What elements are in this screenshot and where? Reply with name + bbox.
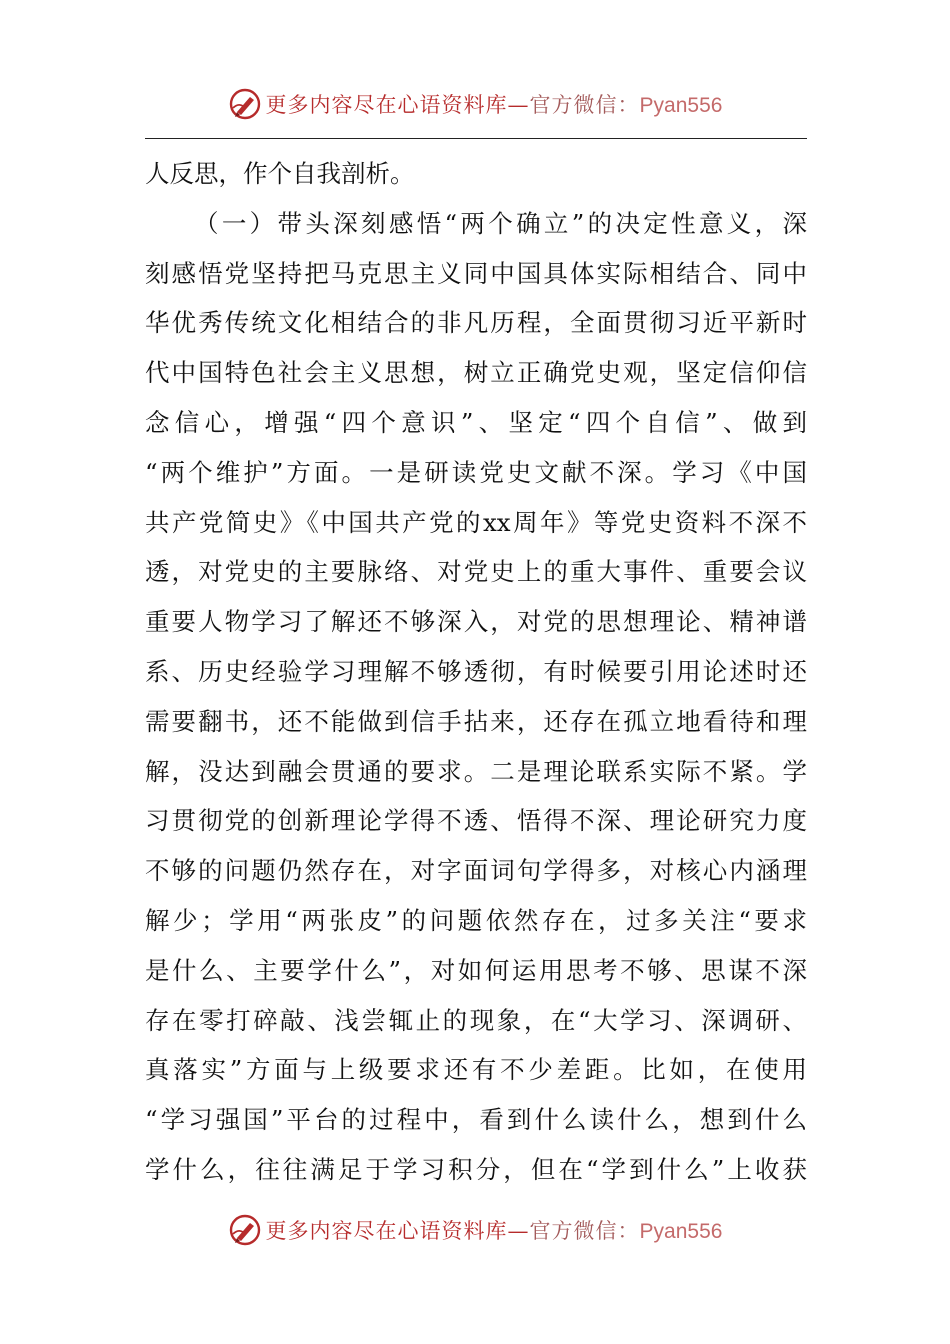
text-line: 不够的问题仍然存在，对字面词句学得多，对核心内涵理: [145, 856, 807, 886]
text-line: “两个维护”方面。一是研读党史文献不深。学习《中国: [145, 457, 807, 487]
header-banner-text: [266, 89, 723, 119]
footer-banner: [0, 1210, 950, 1250]
text-line: 存在零打碎敲、浅尝辄止的现象，在“大学习、深调研、: [145, 1005, 807, 1035]
text-line: 透，对党史的主要脉络、对党史上的重大事件、重要会议: [145, 557, 807, 587]
text-line: 需要翻书，还不能做到信手拈来，还存在孤立地看待和理: [145, 706, 807, 736]
text-line: 是什么、主要学什么”，对如何运用思考不够、思谋不深: [145, 955, 807, 985]
text-line: 习贯彻党的创新理论学得不透、悟得不深、理论研究力度: [145, 806, 807, 836]
text-line: “学习强国”平台的过程中，看到什么读什么，想到什么: [145, 1105, 807, 1135]
pen-logo-icon: [228, 87, 262, 121]
footer-banner-text: [266, 1215, 723, 1245]
text-line: 代中国特色社会主义思想，树立正确党史观，坚定信仰信: [145, 358, 807, 388]
text-line: 学什么，往往满足于学习积分，但在“学到什么”上收获: [145, 1154, 807, 1184]
footer-banner-main: 更多内容尽在心语资料库: [265, 1219, 508, 1243]
text-line: 刻感悟党坚持把马克思主义同中国具体实际相结合、同中: [145, 258, 807, 288]
text-line: 解少；学用“两张皮”的问题依然存在，过多关注“要求: [145, 905, 807, 935]
header-rule: [145, 138, 807, 139]
footer-banner-wechat-id: Pyan556: [639, 1220, 723, 1243]
text-line: 重要人物学习了解还不够深入，对党的思想理论、精神谱: [145, 607, 807, 637]
document-body: [145, 149, 807, 1195]
pen-logo-icon: [228, 1213, 262, 1247]
text-line: （一）带头深刻感悟“两个确立”的决定性意义，深: [194, 208, 807, 238]
header-banner-main: 更多内容尽在心语资料库: [265, 93, 508, 117]
text-line: 系、历史经验学习理解不够透彻，有时候要引用论述时还: [145, 656, 807, 686]
footer-banner-official: 官方微信：: [529, 1219, 640, 1243]
footer-banner-dash: —: [507, 1219, 530, 1243]
text-line: 华优秀传统文化相结合的非凡历程，全面贯彻习近平新时: [145, 308, 807, 338]
header-banner-official: 官方微信：: [529, 93, 640, 117]
text-line: 解，没达到融会贯通的要求。二是理论联系实际不紧。学: [145, 756, 807, 786]
text-line: 念信心，增强“四个意识”、坚定“四个自信”、做到: [145, 407, 807, 437]
header-banner-dash: —: [507, 93, 530, 117]
text-line: 人反思，作个自我剖析。: [145, 159, 415, 188]
header-banner-wechat-id: Pyan556: [639, 94, 723, 117]
text-line: 真落实”方面与上级要求还有不少差距。比如，在使用: [145, 1055, 807, 1085]
text-line: 共产党简史》《中国共产党的xx周年》等党史资料不深不: [145, 507, 807, 537]
header-banner: [0, 84, 950, 124]
